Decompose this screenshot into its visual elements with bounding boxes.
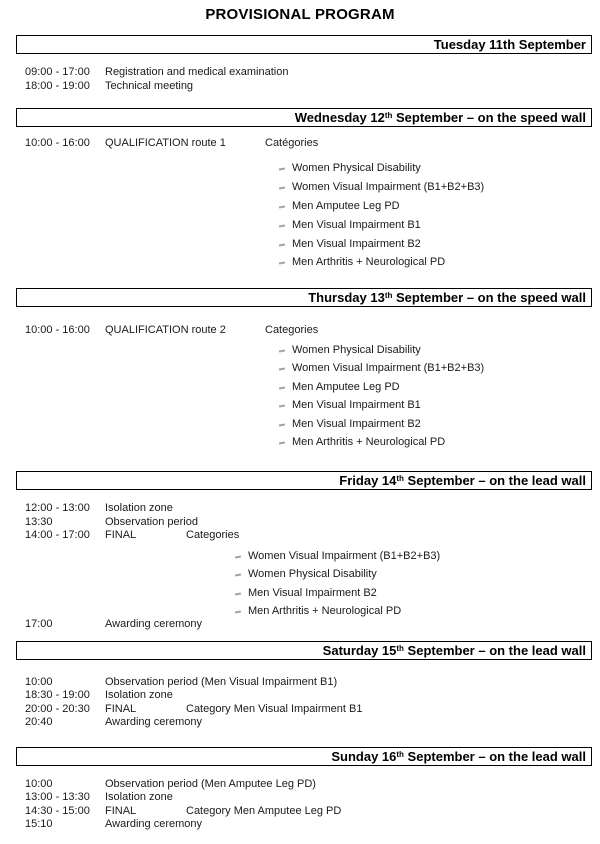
header-location-text: September – on the lead wall (403, 749, 586, 764)
category-list-item: Women Physical Disability (292, 162, 421, 174)
schedule-row (0, 716, 600, 730)
header-ordinal-suffix: th (384, 291, 393, 300)
row-category-label: Categories (186, 529, 240, 541)
category-list-item: Men Visual Impairment B1 (292, 219, 421, 231)
header-day-text: Sunday 16 (331, 749, 397, 764)
schedule-row (0, 502, 600, 516)
row-description: QUALIFICATION route 1 (105, 137, 226, 149)
schedule-row (0, 137, 600, 151)
row-category-label: Catégories (265, 137, 319, 149)
row-time: 10:00 - 16:00 (25, 137, 90, 149)
section-header-tuesday (16, 35, 592, 54)
header-ordinal-suffix: th (396, 750, 404, 759)
section-header-saturday (16, 641, 592, 660)
row-description: Awarding ceremony (105, 716, 203, 728)
section-header-wednesday (16, 108, 592, 127)
row-time: 10:00 (25, 778, 53, 790)
schedule-row (0, 676, 600, 690)
row-time: 20:00 - 20:30 (25, 703, 90, 715)
row-time: 14:30 - 15:00 (25, 805, 90, 817)
schedule-row (0, 703, 600, 717)
schedule-row (0, 516, 600, 530)
category-list-item: Men Amputee Leg PD (292, 381, 400, 393)
row-description: FINAL (105, 529, 137, 541)
row-description: Isolation zone (105, 689, 173, 701)
schedule-row (0, 618, 600, 632)
row-time: 10:00 (25, 676, 53, 688)
row-time: 13:00 - 13:30 (25, 791, 90, 803)
header-day-text: Thursday 13 (308, 290, 385, 305)
row-description: Technical meeting (105, 80, 194, 92)
row-time: 10:00 - 16:00 (25, 324, 90, 336)
schedule-row (0, 778, 600, 792)
schedule-row (0, 324, 600, 338)
row-time: 20:40 (25, 716, 53, 728)
category-list-item: Women Physical Disability (248, 568, 377, 580)
header-location-text: September – on the speed wall (392, 110, 586, 125)
row-time: 18:30 - 19:00 (25, 689, 90, 701)
row-category-label: Categories (265, 324, 319, 336)
category-list-item: Men Visual Impairment B2 (292, 418, 421, 430)
header-ordinal-suffix: th (384, 111, 393, 120)
row-description: Awarding ceremony (105, 618, 203, 630)
row-description: FINAL (105, 703, 137, 715)
category-list-item: Men Arthritis + Neurological PD (292, 256, 446, 268)
row-time: 18:00 - 19:00 (25, 80, 90, 92)
page-title: PROVISIONAL PROGRAM (205, 6, 395, 23)
row-description: Registration and medical examination (105, 66, 289, 78)
schedule-row (0, 818, 600, 832)
row-time: 12:00 - 13:00 (25, 502, 90, 514)
category-list-item: Women Visual Impairment (B1+B2+B3) (248, 550, 441, 562)
schedule-row (0, 66, 600, 80)
schedule-row (0, 791, 600, 805)
schedule-row (0, 529, 600, 543)
header-location-text: September – on the lead wall (403, 473, 586, 488)
row-description: Observation period (Men Amputee Leg PD) (105, 778, 316, 790)
header-day-text: Saturday 15 (322, 643, 397, 658)
row-description: QUALIFICATION route 2 (105, 324, 226, 336)
header-location-text: September – on the lead wall (403, 643, 586, 658)
schedule-row (0, 689, 600, 703)
category-list-item: Men Visual Impairment B2 (292, 238, 421, 250)
row-description: Isolation zone (105, 502, 173, 514)
header-ordinal-suffix: th (396, 474, 404, 483)
header-day-text: Friday 14 (339, 473, 397, 488)
category-list-item: Men Arthritis + Neurological PD (292, 436, 446, 448)
row-time: 09:00 - 17:00 (25, 66, 90, 78)
row-description: Awarding ceremony (105, 818, 203, 830)
category-list-item: Men Amputee Leg PD (292, 200, 400, 212)
row-description: FINAL (105, 805, 137, 817)
category-list-item: Women Visual Impairment (B1+B2+B3) (292, 362, 485, 374)
header-ordinal-suffix: th (396, 644, 404, 653)
section-header-friday (16, 471, 592, 490)
category-list-item: Women Visual Impairment (B1+B2+B3) (292, 181, 485, 193)
header-day-text: Tuesday 11th September (433, 37, 586, 52)
category-list-item: Men Arthritis + Neurological PD (248, 605, 402, 617)
category-list-item: Men Visual Impairment B2 (248, 587, 377, 599)
row-category-label: Category Men Amputee Leg PD (186, 805, 342, 817)
row-description: Observation period (Men Visual Impairment B1) (105, 676, 338, 688)
row-description: Isolation zone (105, 791, 173, 803)
row-time: 14:00 - 17:00 (25, 529, 90, 541)
row-category-label: Category Men Visual Impairment B1 (186, 703, 363, 715)
category-list-item: Women Physical Disability (292, 344, 421, 356)
section-header-sunday (16, 747, 592, 766)
schedule-row (0, 80, 600, 94)
section-header-thursday (16, 288, 592, 307)
category-list-item: Men Visual Impairment B1 (292, 399, 421, 411)
row-description: Observation period (105, 516, 198, 528)
row-time: 15:10 (25, 818, 53, 830)
row-time: 17:00 (25, 618, 53, 630)
header-day-text: Wednesday 12 (294, 110, 385, 125)
schedule-row (0, 805, 600, 819)
header-location-text: September – on the speed wall (392, 290, 586, 305)
row-time: 13:30 (25, 516, 53, 528)
